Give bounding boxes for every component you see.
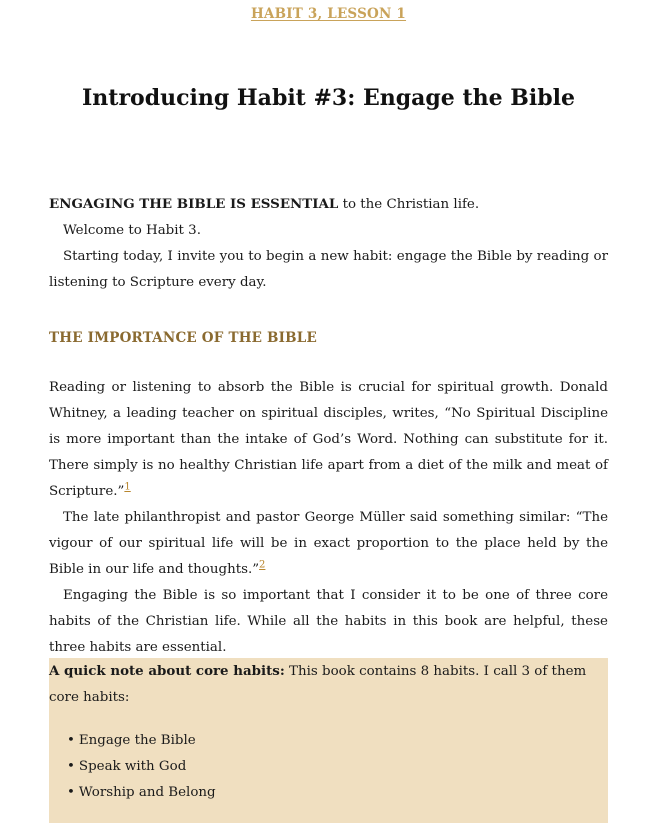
body-section (49, 375, 608, 661)
whitney-paragraph (49, 375, 608, 505)
list-item-label: Engage the Bible (78, 733, 196, 748)
invite-paragraph: Starting today, I invite you to begin a new habit: engage the Bible by reading or listening to Scripture every day. (49, 249, 608, 290)
list-item (67, 754, 216, 780)
welcome-paragraph: Welcome to Habit 3. (63, 223, 201, 238)
core-habits-note-box (49, 658, 608, 823)
lead-caps-text: ENGAGING THE BIBLE IS ESSENTIAL (49, 196, 339, 212)
bullet-icon: • (67, 733, 75, 748)
note-lead-text: A quick note about core habits: (49, 663, 285, 679)
section-heading: THE IMPORTANCE OF THE BIBLE (49, 330, 317, 346)
footnote-2-link[interactable]: 2 (259, 559, 266, 571)
bullet-icon: • (67, 759, 75, 774)
muller-paragraph (49, 505, 608, 583)
list-item (67, 780, 216, 806)
list-item-label: Speak with God (78, 759, 187, 774)
core-habits-paragraph: Engaging the Bible is so important that I consider it to be one of three core habits of the Christian life. While all the habits in this book are helpful, these three habits are essential. (49, 588, 608, 655)
intro-lead-paragraph (49, 191, 608, 218)
whitney-text: Reading or listening to absorb the Bible is crucial for spiritual growth. Donald Whitney, a leading teacher on spiritual disciples, writes, “No Spiritual Discipline is more important than the intake of God’s Word. Nothing can substitute for it. There simply is no healthy Christian life apart from a diet of the milk and meat of Scripture.” (49, 380, 608, 499)
lead-rest-text: to the Christian life. (338, 197, 480, 212)
muller-text: The late philanthropist and pastor George Müller said something similar: “The vigour of our spiritual life will be in exact proportion to the place held by the Bible in our life and thoughts.” (49, 510, 608, 577)
note-rest-text: This book contains 8 habits. I call 3 of them core habits: (49, 664, 587, 705)
footnote-1-link[interactable]: 1 (124, 481, 131, 493)
bullet-icon: • (67, 785, 75, 800)
core-habits-list (67, 728, 216, 806)
intro-section (49, 191, 608, 296)
note-paragraph (49, 658, 594, 711)
list-item-label: Worship and Belong (78, 785, 216, 800)
lesson-title: Introducing Habit #3: Engage the Bible (82, 85, 575, 111)
list-item (67, 728, 216, 754)
running-head-link[interactable]: HABIT 3, LESSON 1 (250, 6, 407, 22)
